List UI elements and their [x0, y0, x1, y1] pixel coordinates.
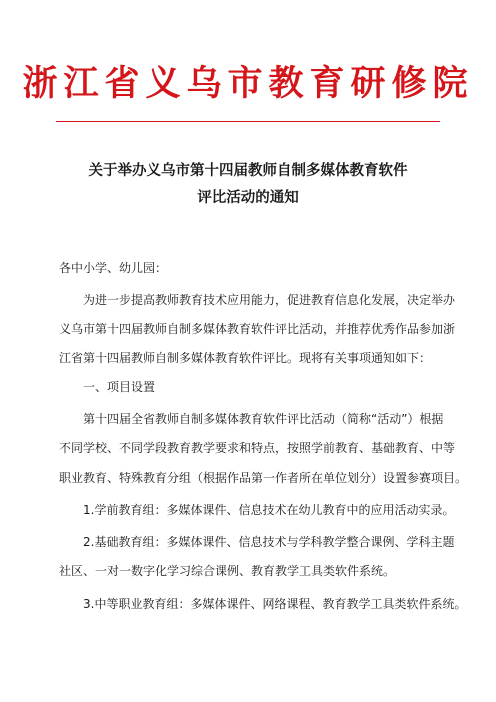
org-header: 浙江省义乌市教育研修院 — [22, 63, 474, 104]
section-heading: 一、项目设置 — [83, 380, 156, 394]
intro-line-1: 为进一步提高教师教育技术应用能力，促进教育信息化发展，决定举办 — [83, 293, 456, 307]
list-item-2-line-1: 2.基础教育组：多媒体课件、信息技术与学科教学整合课例、学科主题 — [83, 535, 455, 549]
list-item-3: 3.中等职业教育组：多媒体课件、网络课程、教育教学工具类软件系统。 — [83, 597, 467, 611]
list-item-2-line-2: 社区、一对一数字化学习综合课例、教育教学工具类软件系统。 — [59, 564, 396, 578]
intro-line-2: 义乌市第十四届教师自制多媒体教育软件评比活动，并推荐优秀作品参加浙 — [59, 322, 456, 336]
red-divider — [56, 121, 440, 122]
document-title-line-1: 关于举办义乌市第十四届教师自制多媒体教育软件 — [88, 163, 408, 179]
salutation: 各中小学、幼儿园： — [59, 261, 168, 275]
section-paragraph-line-1: 第十四届全省教师自制多媒体教育软件评比活动（简称“活动”）根据 — [83, 412, 444, 426]
intro-line-3: 江省第十四届教师自制多媒体教育软件评比。现将有关事项通知如下： — [59, 351, 432, 365]
document-title-line-2: 评比活动的通知 — [197, 190, 299, 206]
section-paragraph-line-2: 不同学校、不同学段教育教学要求和特点，按照学前教育、基础教育、中等 — [59, 441, 456, 455]
list-item-1: 1.学前教育组：多媒体课件、信息技术在幼儿教育中的应用活动实录。 — [83, 503, 455, 517]
section-paragraph-line-3: 职业教育、特殊教育分组（根据作品第一作者所在单位划分）设置参赛项目。 — [59, 471, 468, 485]
